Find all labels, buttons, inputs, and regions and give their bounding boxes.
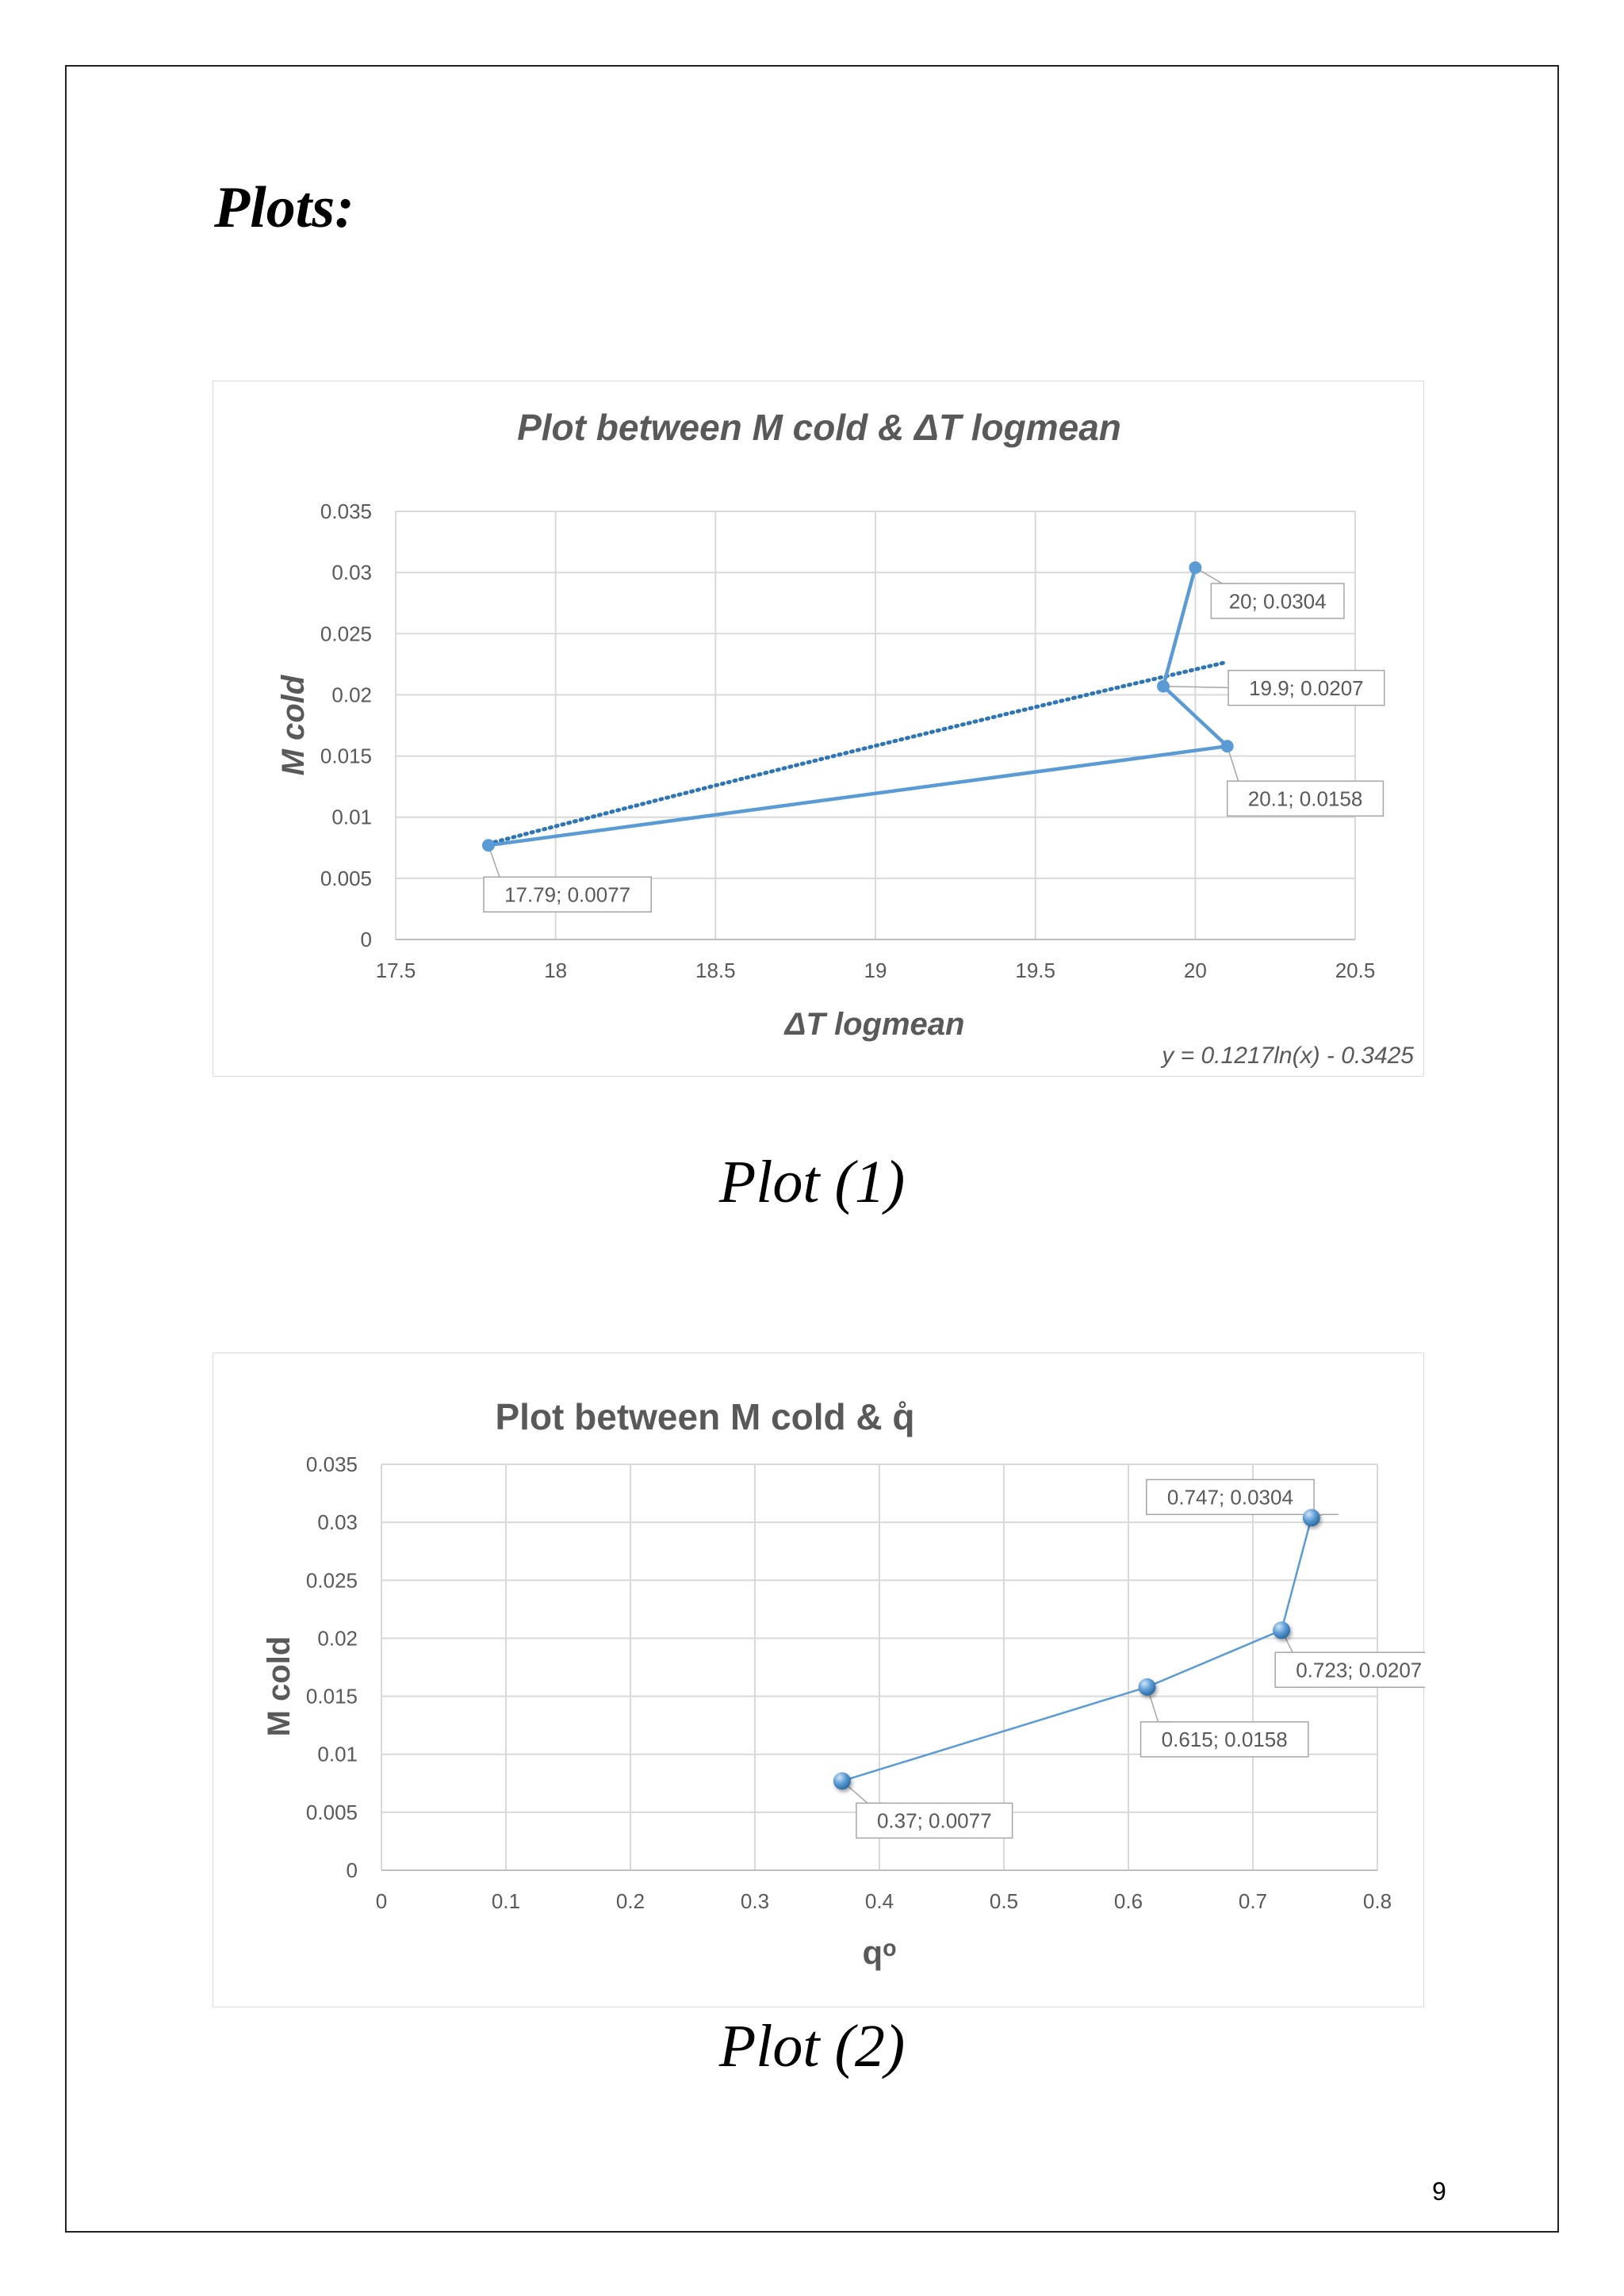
data-label: 20; 0.0304 [1228, 589, 1327, 614]
x-tick-label: 19 [864, 959, 887, 982]
y-tick-label: 0.01 [317, 1742, 358, 1766]
y-tick-label: 0.015 [320, 744, 372, 768]
x-tick-label: 17.5 [375, 959, 416, 982]
x-axis-title: qᵒ [862, 1934, 897, 1971]
y-tick-label: 0.005 [320, 866, 372, 890]
data-label-leader [1195, 568, 1238, 584]
data-point [1273, 1621, 1290, 1639]
data-point [1189, 561, 1201, 574]
data-label: 0.37; 0.0077 [876, 1808, 992, 1833]
y-tick-label: 0.03 [331, 561, 372, 585]
plot-caption-1: Plot (1) [718, 1149, 906, 1215]
data-label: 0.615; 0.0158 [1161, 1728, 1288, 1752]
y-tick-label: 0.01 [331, 805, 372, 829]
y-tick-label: 0.005 [305, 1800, 358, 1824]
y-tick-label: 0.025 [320, 622, 372, 646]
x-tick-label: 20 [1183, 959, 1207, 982]
data-label: 0.747; 0.0304 [1166, 1485, 1293, 1510]
data-point [1221, 740, 1234, 752]
data-point [1139, 1678, 1156, 1696]
page-number: 9 [1432, 2177, 1446, 2206]
y-tick-label: 0.035 [305, 1452, 358, 1476]
data-label-leader [1228, 746, 1254, 781]
y-tick-label: 0 [360, 928, 372, 951]
chart-2-canvas [213, 1353, 1425, 2008]
y-tick-label: 0.03 [317, 1510, 358, 1535]
y-tick-label: 0.02 [331, 683, 372, 707]
data-label: 19.9; 0.0207 [1249, 675, 1364, 700]
x-tick-label: 0.7 [1238, 1889, 1268, 1913]
y-tick-label: 0.035 [320, 499, 372, 523]
y-axis-title: M cold [276, 675, 311, 776]
x-axis-title: ΔT logmean [784, 1007, 965, 1042]
trendline-equation: y = 0.1217ln(x) - 0.3425 [1162, 1043, 1414, 1069]
chart-1-canvas [213, 381, 1425, 1077]
x-tick-label: 19.5 [1015, 959, 1055, 982]
data-point [482, 839, 495, 851]
x-tick-label: 0.1 [491, 1889, 521, 1913]
x-tick-label: 0.2 [615, 1889, 645, 1913]
chart-mcold-vs-q [213, 1353, 1424, 2007]
x-tick-label: 0.3 [740, 1889, 770, 1913]
data-point [1303, 1509, 1320, 1526]
chart-title: Plot between M cold & ΔT logmean [517, 407, 1121, 448]
series-line [488, 568, 1228, 845]
x-tick-label: 0 [375, 1889, 388, 1913]
plot-caption-2: Plot (2) [718, 2013, 906, 2080]
x-tick-label: 0.8 [1362, 1889, 1392, 1913]
y-tick-label: 0 [346, 1858, 358, 1882]
chart-mcold-vs-dt-logmean [213, 381, 1424, 1077]
data-point [833, 1772, 851, 1789]
data-label: 0.723; 0.0207 [1296, 1658, 1423, 1682]
x-tick-label: 0.4 [864, 1889, 894, 1913]
y-axis-title: M cold [262, 1636, 297, 1737]
y-tick-label: 0.02 [317, 1626, 358, 1651]
x-tick-label: 0.5 [989, 1889, 1019, 1913]
chart-title: Plot between M cold & q̊ [495, 1396, 915, 1437]
x-tick-label: 0.6 [1113, 1889, 1143, 1913]
data-point [1157, 680, 1170, 693]
data-label: 17.79; 0.0077 [504, 882, 631, 907]
x-tick-label: 20.5 [1335, 959, 1376, 982]
y-tick-label: 0.015 [305, 1684, 358, 1709]
page-heading: Plots: [214, 175, 354, 240]
x-tick-label: 18 [544, 959, 568, 982]
y-tick-label: 0.025 [305, 1568, 358, 1593]
x-tick-label: 18.5 [695, 959, 736, 982]
data-label: 20.1; 0.0158 [1247, 786, 1363, 811]
